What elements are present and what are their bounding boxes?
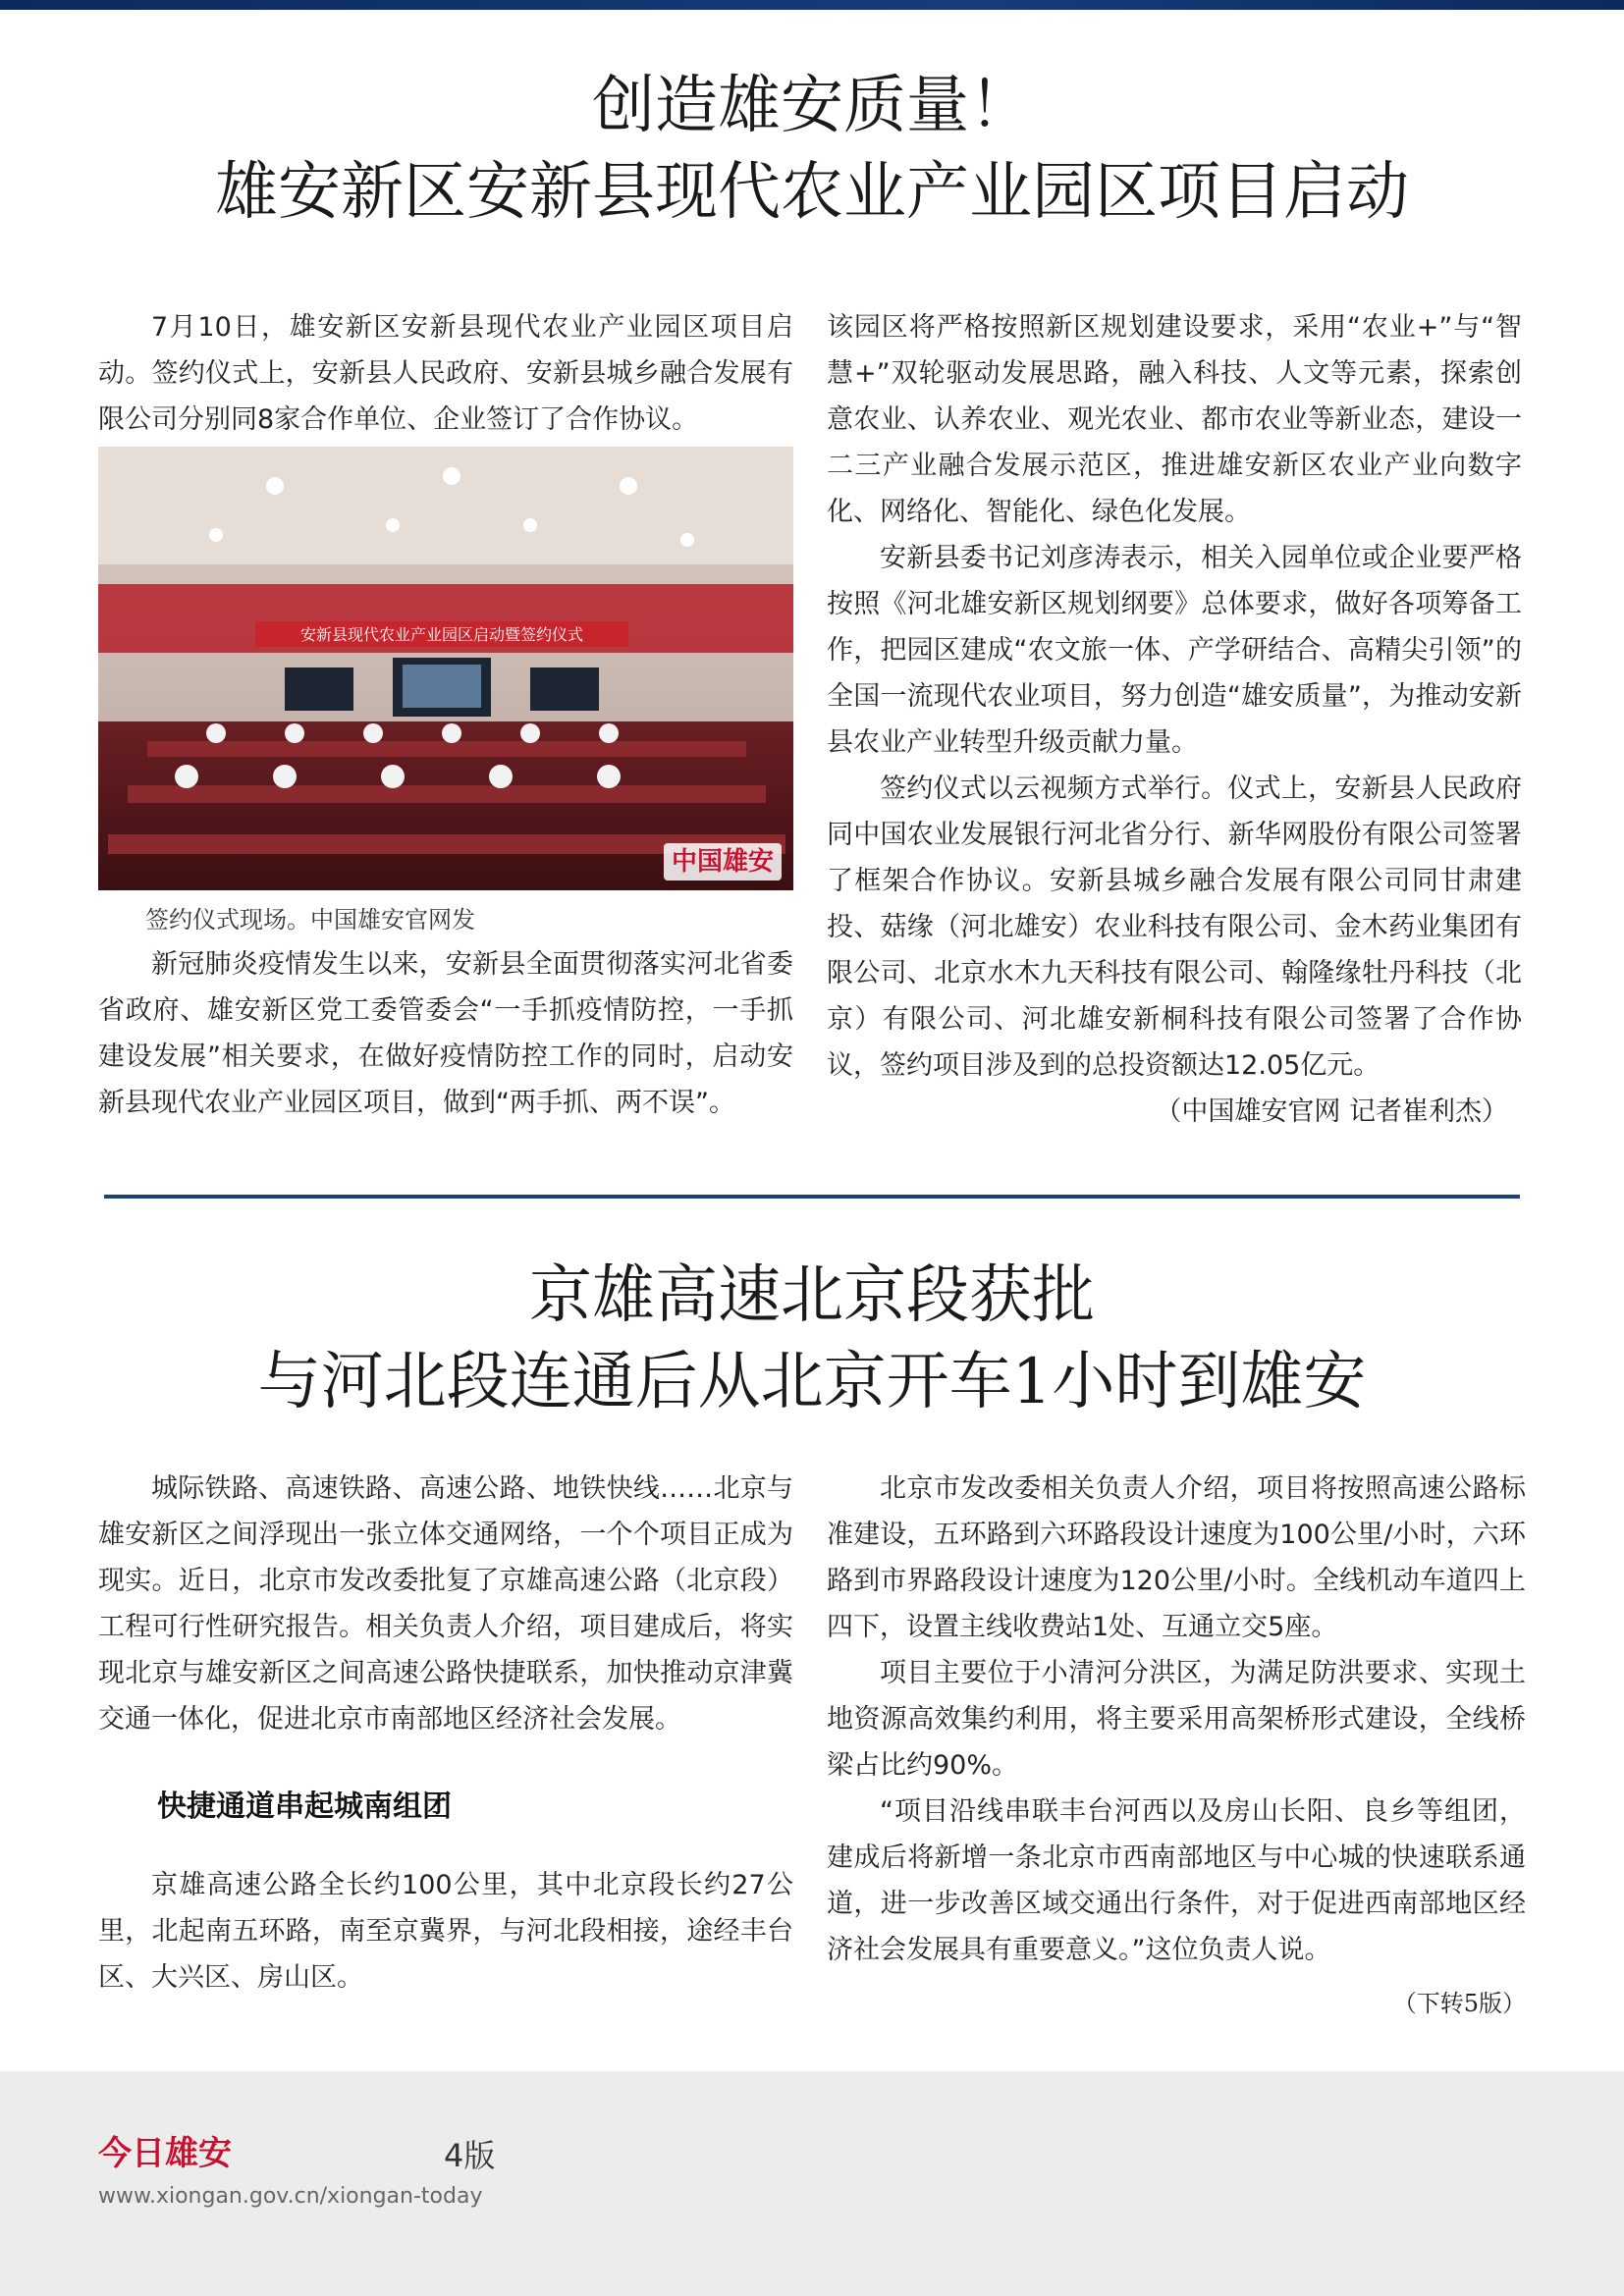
article1-title-line2: 雄安新区安新县现代农业产业园区项目启动 [215,156,1409,229]
article1-byline: （中国雄安官网 记者崔利杰） [1155,1096,1508,1127]
photo-banner-text: 安新县现代农业产业园区启动暨签约仪式 [299,625,584,644]
article2-left-column [98,1466,793,2001]
article2-title-line1: 京雄高速北京段获批 [529,1259,1095,1332]
article2-headline [0,1253,1624,1425]
photo-caption: 签约仪式现场。中国雄安官网发 [145,906,475,934]
article1-left-paragraph-1: 7月10日，雄安新区安新县现代农业产业园区项目启动。签约仪式上，安新县人民政府、安新县城乡融合发展有限公司分别同8家合作单位、企业签订了合作协议。 [98,312,793,435]
section-divider [104,1195,1520,1199]
article2-title-line2: 与河北段连通后从北京开车1小时到雄安 [257,1346,1367,1418]
signing-ceremony-photo [98,447,793,890]
article2-subheading: 快捷通道串起城南组团 [157,1789,452,1824]
article2-right-paragraph-3: “项目沿线串联丰台河西以及房山长阳、良乡等组团，建成后将新增一条北京市西南部地区与中心城的快速联系通道，进一步改善区域交通出行条件，对于促进西南部地区经济社会发展具有重要意义。”这位负责人说。 [827,1796,1526,1965]
article1-right-column [827,304,1522,1135]
footer-brand-logo: 今日雄安 [98,2134,232,2173]
article1-headline [0,63,1624,236]
continued-note: （下转5版） [1392,1990,1526,2017]
page-number: 4版 [444,2137,496,2174]
article2-right-paragraph-2: 项目主要位于小清河分洪区，为满足防洪要求、实现土地资源高效集约利用，将主要采用高架桥形式建设，全线桥梁占比约90%。 [827,1658,1526,1781]
photo-watermark: 中国雄安 [664,843,782,881]
article1-right-paragraph-2: 安新县委书记刘彦涛表示，相关入园单位或企业要严格按照《河北雄安新区规划纲要》总体要求，做好各项筹备工作，把园区建成“农文旅一体、产学研结合、高精尖引领”的全国一流现代农业项目，努力创造“雄安质量”，为推动安新县农业产业转型升级贡献力量。 [827,543,1522,758]
footer-url-link[interactable]: www.xiongan.gov.cn/xiongan-today [98,2184,483,2209]
page-footer [0,2071,1624,2296]
article1-left-paragraph-2: 新冠肺炎疫情发生以来，安新县全面贯彻落实河北省委省政府、雄安新区党工委管委会“一手抓疫情防控，一手抓建设发展”相关要求，在做好疫情防控工作的同时，启动安新县现代农业产业园区项目，做到“两手抓、两不误”。 [98,949,793,1118]
article2-left-paragraph-2: 京雄高速公路全长约100公里，其中北京段长约27公里，北起南五环路，南至京冀界，与河北段相接，途经丰台区、大兴区、房山区。 [98,1870,793,1993]
article1-left-column [98,304,793,1126]
article1-title-line1: 创造雄安质量！ [592,70,1032,142]
article1-right-paragraph-3: 签约仪式以云视频方式举行。仪式上，安新县人民政府同中国农业发展银行河北省分行、新华网股份有限公司签署了框架合作协议。安新县城乡融合发展有限公司同甘肃建投、菇缘（河北雄安）农业科技有限公司、金木药业集团有限公司、北京水木九天科技有限公司、翰隆缘牡丹科技（北京）有限公司、河北雄安新桐科技有限公司签署了合作协议，签约项目涉及到的总投资额达12.05亿元。 [827,774,1522,1081]
article2-right-paragraph-1: 北京市发改委相关负责人介绍，项目将按照高速公路标准建设，五环路到六环路段设计速度为100公里/小时，六环路到市界路段设计速度为120公里/小时。全线机动车道四上四下，设置主线收费站1处、互通立交5座。 [827,1473,1526,1642]
article2-right-column [827,1466,1526,2027]
top-accent-bar [0,0,1624,10]
article2-left-paragraph-1: 城际铁路、高速铁路、高速公路、地铁快线……北京与雄安新区之间浮现出一张立体交通网络，一个个项目正成为现实。近日，北京市发改委批复了京雄高速公路（北京段）工程可行性研究报告。相关负责人介绍，项目建成后，将实现北京与雄安新区之间高速公路快捷联系，加快推动京津冀交通一体化，促进北京市南部地区经济社会发展。 [98,1473,793,1735]
meeting-room-illustration [98,447,793,890]
article1-right-paragraph-1: 该园区将严格按照新区规划建设要求，采用“农业+”与“智慧+”双轮驱动发展思路，融入科技、人文等元素，探索创意农业、认养农业、观光农业、都市农业等新业态，建设一二三产业融合发展示范区，推进雄安新区农业产业向数字化、网络化、智能化、绿色化发展。 [827,312,1522,527]
